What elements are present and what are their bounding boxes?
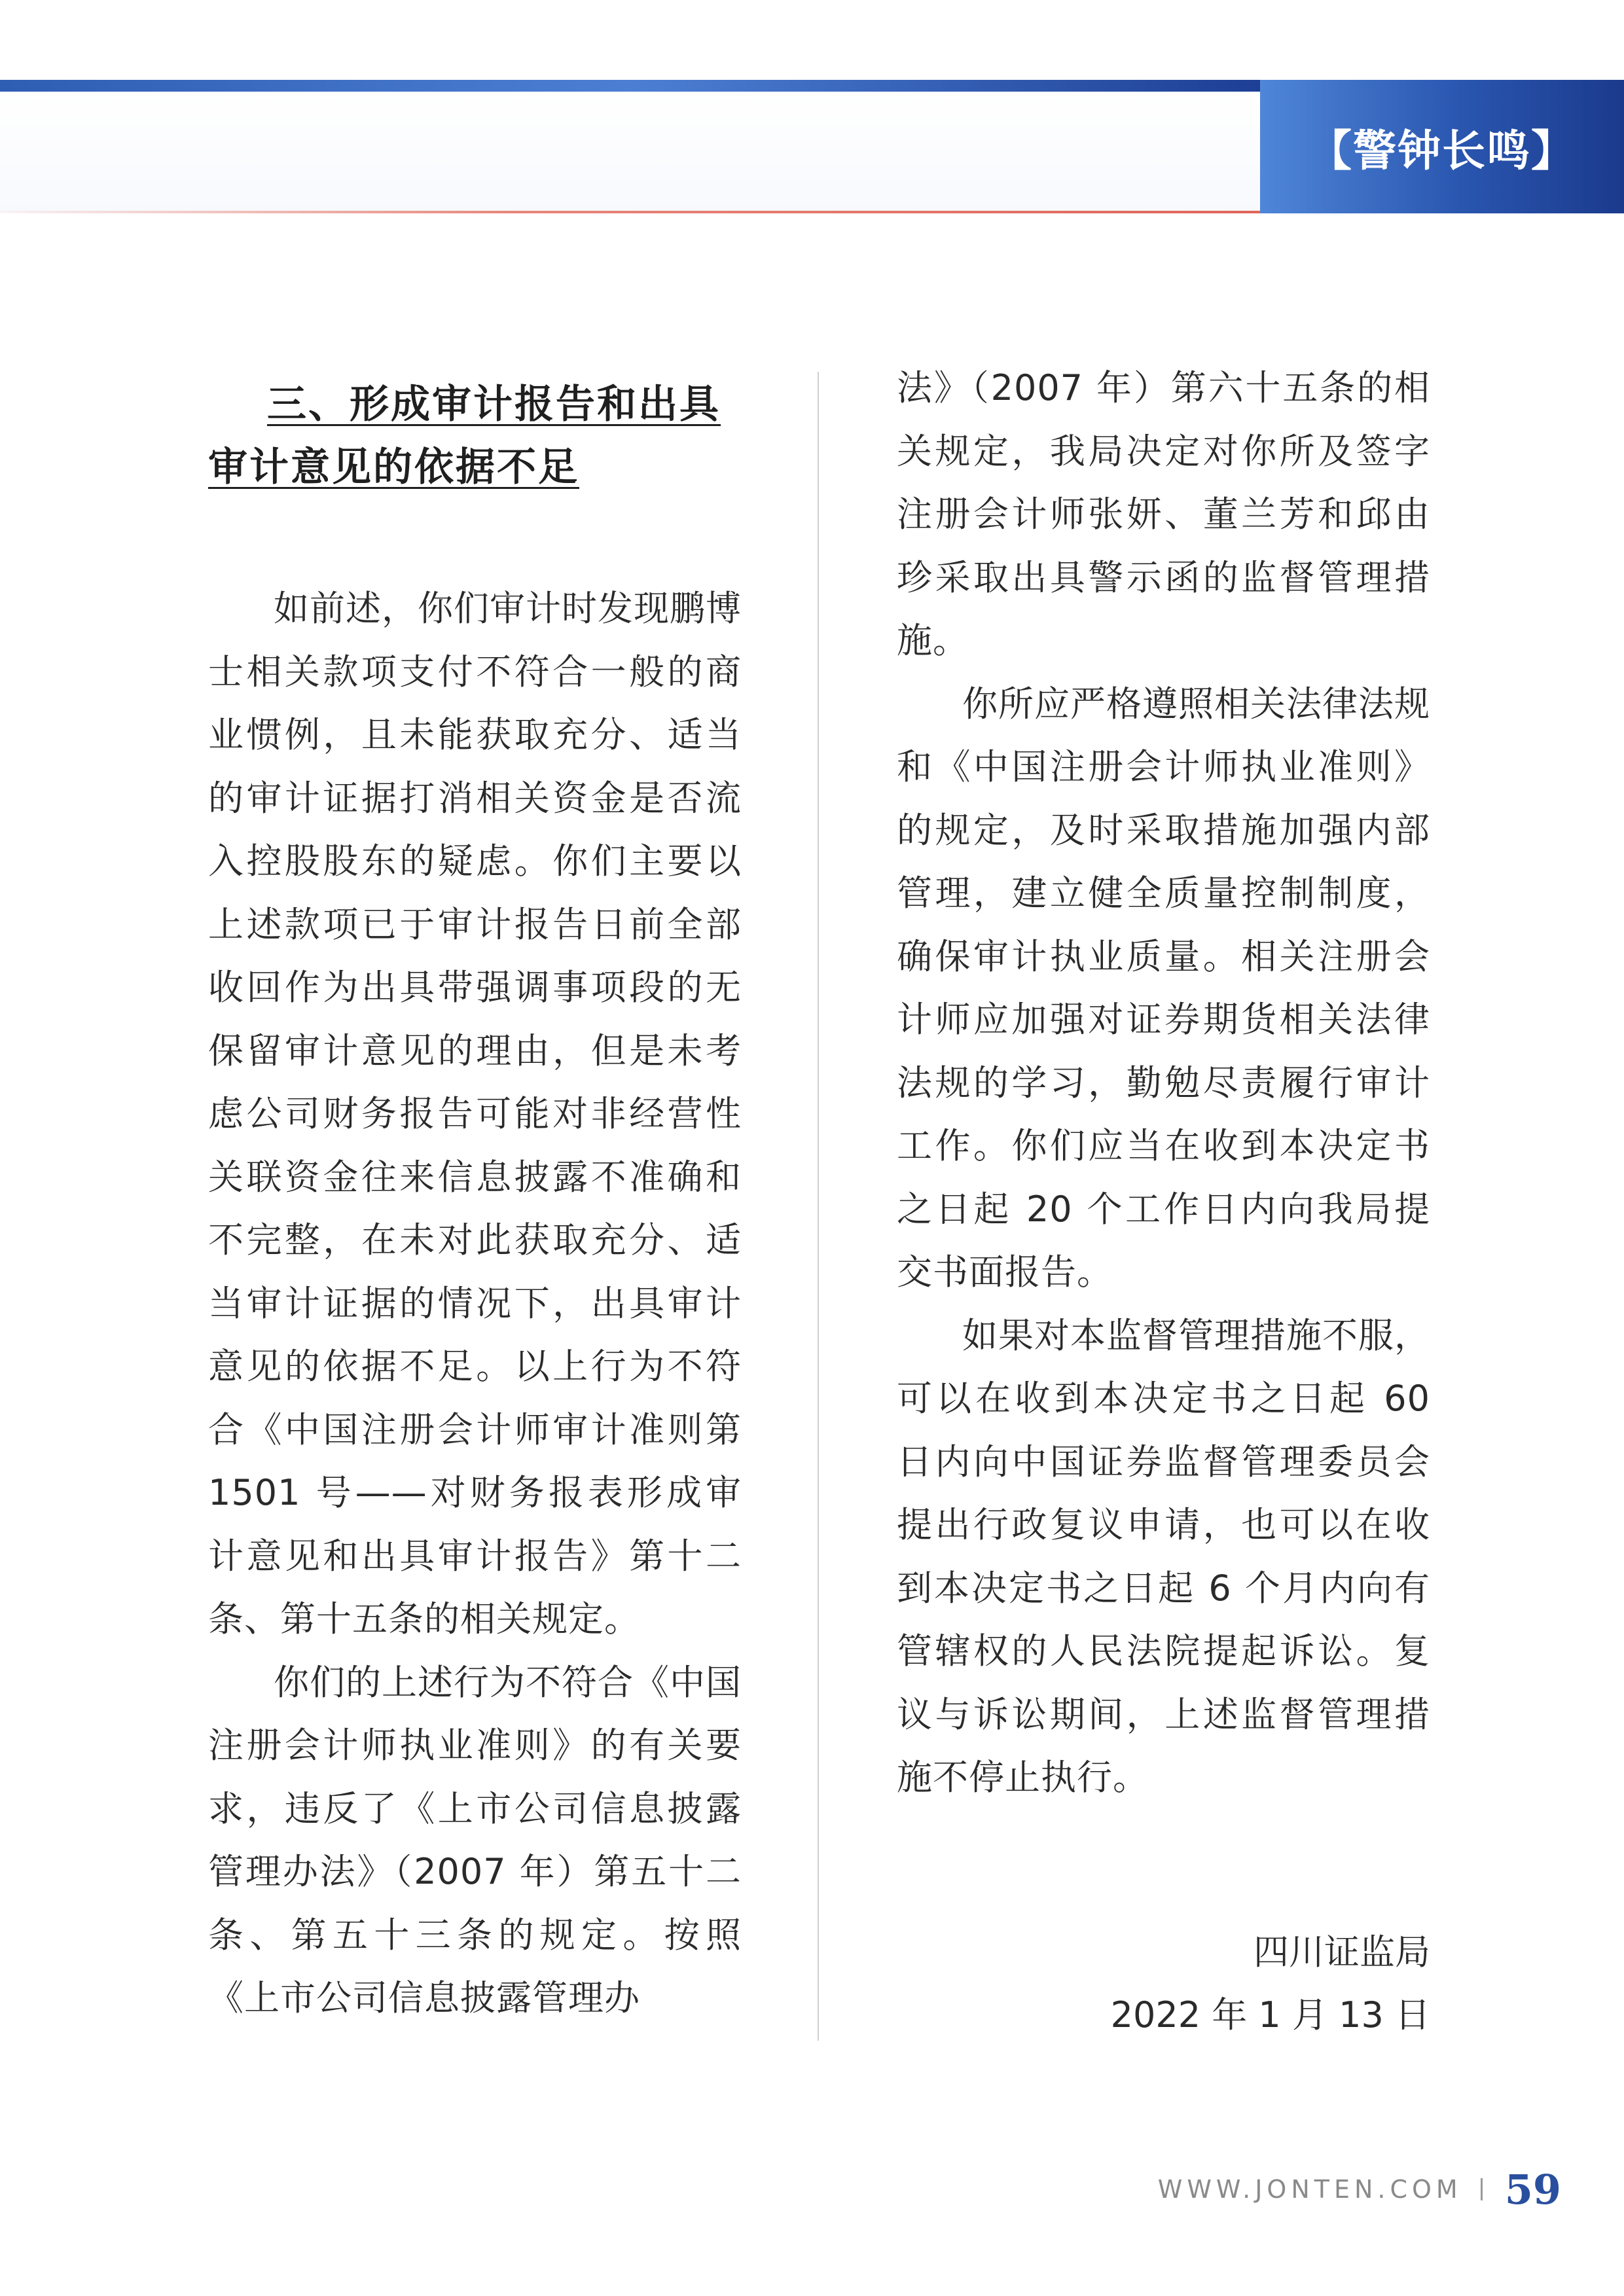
footer-separator [1481, 2178, 1483, 2200]
column-divider [818, 372, 819, 2041]
body-paragraph: 如前述，你们审计时发现鹏博士相关款项支付不符合一般的商业惯例，且未能获取充分、适当的审计证据打消相关资金是否流入控股股东的疑虑。你们主要以上述款项已于审计报告日前全部收回作为出具带强调事项段的无保留审计意见的理由，但是未考虑公司财务报告可能对非经营性关联资金往来信息披露不准确和不完整，在未对此获取充分、适当审计证据的情况下，出具审计意见的依据不足。以上行为不符合《中国注册会计师审计准则第 1501 号——对财务报表形成审计意见和出具审计报告》第十二条、第十五条的相关规定。 [208, 588, 742, 1640]
footer-website: WWW.JONTEN.COM [1157, 2175, 1462, 2204]
header-underline [0, 211, 1260, 213]
page-number: 59 [1504, 2165, 1561, 2214]
signature-issuer: 四川证监局 [1254, 1931, 1430, 1973]
body-paragraph: 你所应严格遵照相关法律法规和《中国注册会计师执业准则》的规定，及时采取措施加强内部管理，建立健全质量控制制度，确保审计执业质量。相关注册会计师应加强对证券期货相关法律法规的学习，勤勉尽责履行审计工作。你们应当在收到本决定书之日起 20 个工作日内向我局提交书面报告。 [897, 683, 1430, 1293]
section-title: 三、形成审计报告和出具审计意见的依据不足 [208, 382, 721, 490]
right-column [897, 357, 1430, 2047]
signature-block [897, 1921, 1430, 2047]
left-column [208, 373, 742, 2030]
header-band [0, 92, 1260, 213]
body-paragraph: 你们的上述行为不符合《中国注册会计师执业准则》的有关要求，违反了《上市公司信息披露管理办法》（2007 年）第五十二条、第五十三条的规定。按照《上市公司信息披露管理办 [208, 1661, 742, 2018]
page-footer [1158, 2160, 1561, 2219]
header-top-rule [0, 80, 1260, 92]
body-paragraph: 如果对本监督管理措施不服，可以在收到本决定书之日起 60 日内向中国证券监督管理委员会提出行政复议申请，也可以在收到本决定书之日起 6 个月内向有管辖权的人民法院提起诉讼。复议与诉讼期间，上述监督管理措施不停止执行。 [897, 1314, 1430, 1798]
section-tag: 【警钟长鸣】 [1308, 124, 1576, 176]
section-tag-block [1260, 80, 1624, 213]
body-paragraph-continuation: 法》（2007 年）第六十五条的相关规定，我局决定对你所及签字注册会计师张妍、董兰芳和邱由珍采取出具警示函的监督管理措施。 [897, 367, 1430, 661]
signature-date: 2022 年 1 月 13 日 [1110, 1994, 1430, 2036]
